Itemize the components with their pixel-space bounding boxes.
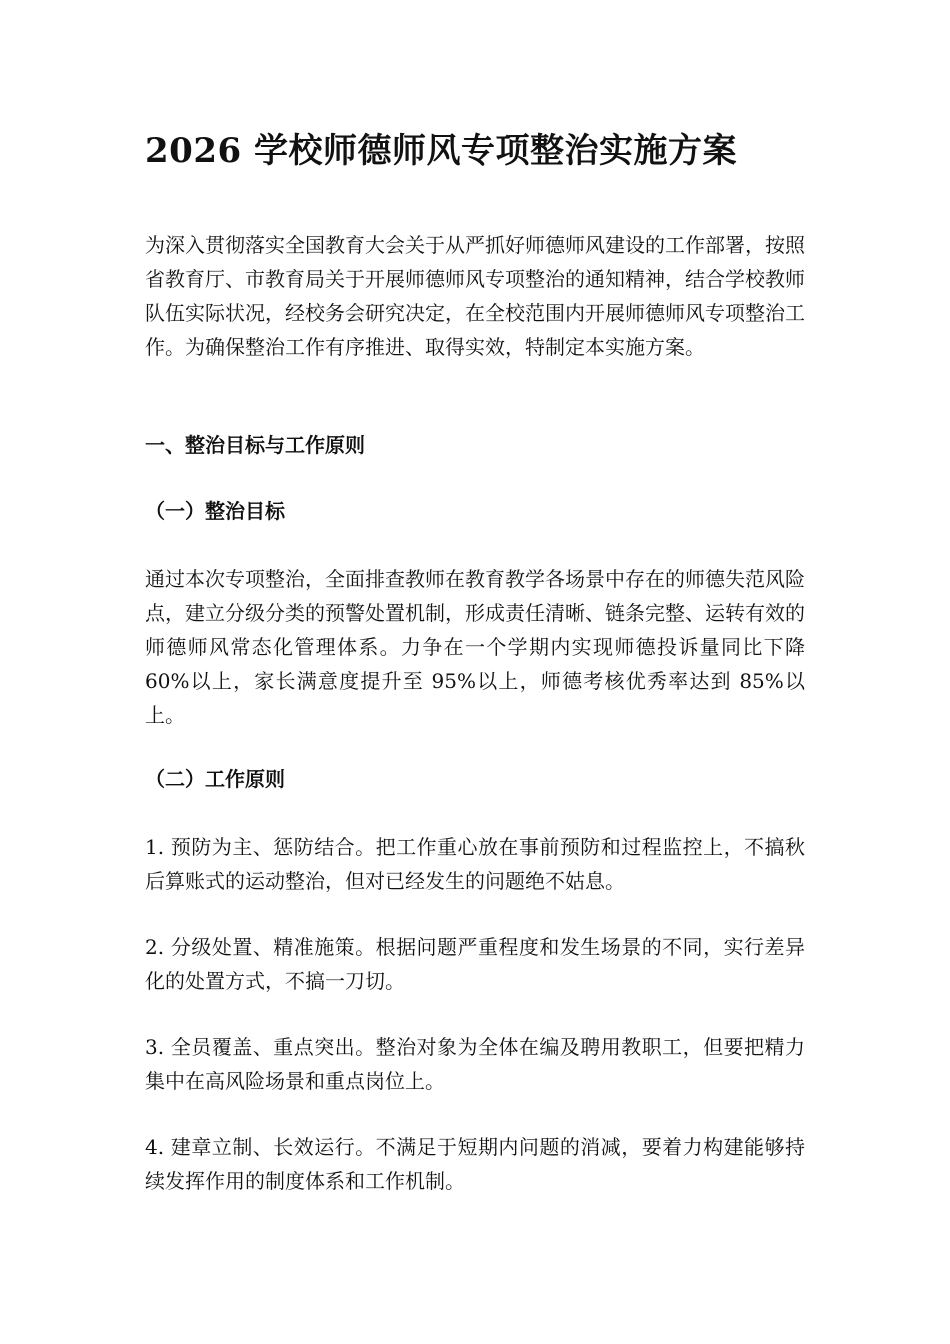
subsection-heading-principles: （二）工作原则	[145, 767, 285, 791]
principle-item: 1. 预防为主、惩防结合。把工作重心放在事前预防和过程监控上，不搞秋后算账式的运动整治，但对已经发生的问题绝不姑息。	[145, 835, 805, 893]
principle-item: 4. 建章立制、长效运行。不满足于短期内问题的消减，要着力构建能够持续发挥作用的制度体系和工作机制。	[145, 1135, 805, 1193]
principle-item: 3. 全员覆盖、重点突出。整治对象为全体在编及聘用教职工，但要把精力集中在高风险场景和重点岗位上。	[145, 1035, 805, 1093]
subsection-heading-goals: （一）整治目标	[145, 499, 285, 523]
goals-paragraph: 通过本次专项整治，全面排查教师在教育教学各场景中存在的师德失范风险点，建立分级分类的预警处置机制，形成责任清晰、链条完整、运转有效的师德师风常态化管理体系。力争在一个学期内实现师德投诉量同比下降 60%以上，家长满意度提升至 95%以上，师德考核优秀率达到 85%以上。	[145, 567, 805, 727]
document-title: 2026 学校师德师风专项整治实施方案	[145, 131, 737, 171]
section-heading-goals-principles: 一、整治目标与工作原则	[145, 433, 365, 457]
intro-paragraph: 为深入贯彻落实全国教育大会关于从严抓好师德师风建设的工作部署，按照省教育厅、市教育局关于开展师德师风专项整治的通知精神，结合学校教师队伍实际状况，经校务会研究决定，在全校范围内开展师德师风专项整治工作。为确保整治工作有序推进、取得实效，特制定本实施方案。	[145, 233, 805, 359]
principle-item: 2. 分级处置、精准施策。根据问题严重程度和发生场景的不同，实行差异化的处置方式，不搞一刀切。	[145, 935, 805, 993]
